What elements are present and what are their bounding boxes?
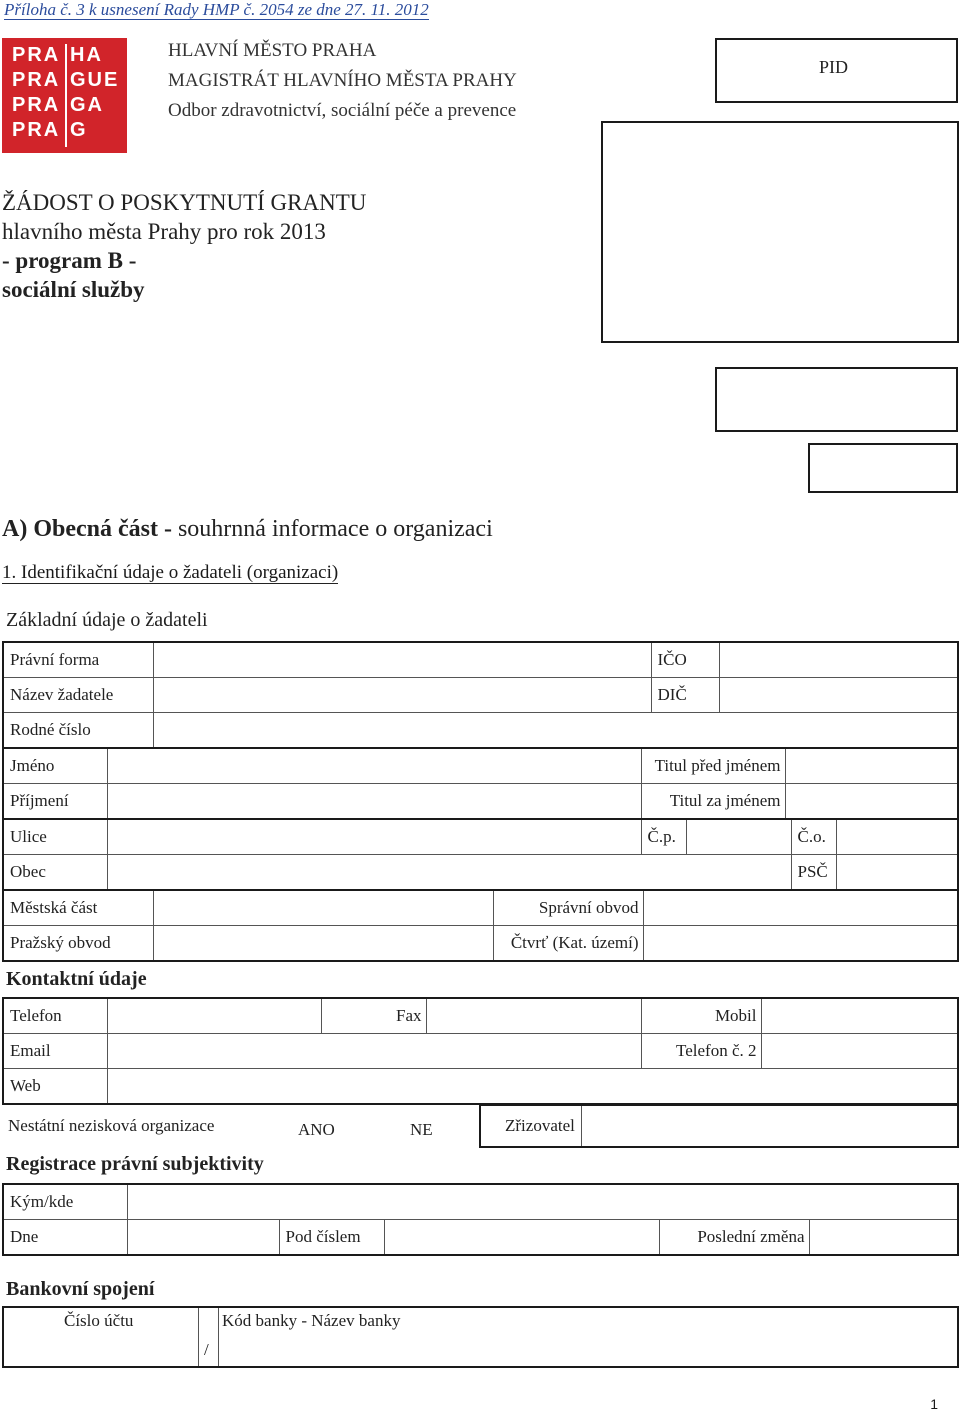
- pid-label: PID: [819, 57, 849, 77]
- label-nazev: Název žadatele: [3, 678, 153, 713]
- field-ctvrt[interactable]: [643, 926, 958, 962]
- label-dne: Dne: [3, 1220, 127, 1256]
- field-co[interactable]: [836, 819, 958, 855]
- field-obec[interactable]: [107, 855, 791, 891]
- field-pravni-forma[interactable]: [153, 642, 651, 678]
- field-prijmeni[interactable]: [107, 784, 641, 820]
- label-psc: PSČ: [791, 855, 836, 891]
- option-ano[interactable]: ANO: [298, 1120, 335, 1139]
- field-spravni-obvod[interactable]: [643, 890, 958, 926]
- label-dic: DIČ: [651, 678, 719, 713]
- field-mestska-cast[interactable]: [153, 890, 493, 926]
- field-cislo-uctu[interactable]: [8, 1336, 194, 1364]
- label-mestska-cast: Městská část: [3, 890, 153, 926]
- field-zrizovatel[interactable]: [581, 1106, 958, 1146]
- label-posledni-zmena: Poslední změna: [659, 1220, 809, 1256]
- field-fax[interactable]: [426, 998, 641, 1034]
- contact-heading: Kontaktní údaje: [6, 968, 147, 990]
- form-title: ŽÁDOST O POSKYTNUTÍ GRANTU: [2, 190, 367, 215]
- field-telefon2[interactable]: [761, 1034, 958, 1069]
- field-pod-cislem[interactable]: [384, 1220, 659, 1256]
- field-titul-pred[interactable]: [785, 748, 958, 784]
- pid-box[interactable]: [715, 38, 958, 103]
- label-titul-za: Titul za jménem: [641, 784, 785, 820]
- field-web[interactable]: [107, 1069, 958, 1105]
- label-ico: IČO: [651, 642, 719, 678]
- logo-col-left: PRA PRA PRA PRA: [12, 44, 61, 141]
- bank-heading: Bankovní spojení: [6, 1278, 155, 1300]
- registration-heading: Registrace právní subjektivity: [6, 1153, 264, 1175]
- section-1-heading: 1. Identifikační údaje o žadateli (organizaci): [2, 562, 339, 583]
- district-table: [2, 889, 959, 962]
- form-subtitle: hlavního města Prahy pro rok 2013: [2, 219, 326, 244]
- program-name: sociální služby: [2, 277, 145, 302]
- zrizovatel-box: [479, 1104, 959, 1148]
- label-pravni-forma: Právní forma: [3, 642, 153, 678]
- field-jmeno[interactable]: [107, 748, 641, 784]
- section-a-heading: A) Obecná část - souhrnná informace o organizaci: [2, 516, 493, 542]
- page-number: 1: [930, 1396, 938, 1412]
- label-nno: Nestátní nezisková organizace: [8, 1116, 215, 1135]
- address-table: [2, 818, 959, 891]
- field-dne[interactable]: [127, 1220, 279, 1256]
- program-label: - program B -: [2, 248, 137, 273]
- label-titul-pred: Titul před jménem: [641, 748, 785, 784]
- label-mobil: Mobil: [641, 998, 761, 1034]
- field-nazev[interactable]: [153, 678, 651, 713]
- small-code-box[interactable]: [808, 443, 958, 493]
- institution-line-3: Odbor zdravotnictví, sociální péče a prevence: [168, 100, 517, 121]
- registration-table: [2, 1183, 959, 1256]
- label-rodne-cislo: Rodné číslo: [3, 713, 153, 749]
- label-obec: Obec: [3, 855, 107, 891]
- bank-divider-2: [218, 1308, 219, 1366]
- bank-divider: [198, 1308, 199, 1366]
- resolution-note: Příloha č. 3 k usnesení Rady HMP č. 2054 ze dne 27. 11. 2012: [4, 0, 429, 19]
- bank-box: [2, 1306, 959, 1368]
- field-dic[interactable]: [719, 678, 958, 713]
- label-prijmeni: Příjmení: [3, 784, 107, 820]
- basic-data-table: [2, 641, 959, 749]
- label-email: Email: [3, 1034, 107, 1069]
- label-ulice: Ulice: [3, 819, 107, 855]
- field-mobil[interactable]: [761, 998, 958, 1034]
- field-rodne-cislo[interactable]: [153, 713, 958, 749]
- label-kod-banky: Kód banky - Název banky: [222, 1311, 401, 1330]
- option-ne[interactable]: NE: [410, 1120, 433, 1139]
- account-slash: /: [204, 1340, 209, 1359]
- label-telefon: Telefon: [3, 998, 107, 1034]
- institution-line-1: HLAVNÍ MĚSTO PRAHA: [168, 40, 377, 61]
- field-kod-banky[interactable]: [222, 1336, 957, 1364]
- field-email[interactable]: [107, 1034, 641, 1069]
- label-telefon2: Telefon č. 2: [641, 1034, 761, 1069]
- label-pod-cislem: Pod číslem: [279, 1220, 384, 1256]
- field-telefon[interactable]: [107, 998, 321, 1034]
- label-prazsky-obvod: Pražský obvod: [3, 926, 153, 962]
- field-kym-kde[interactable]: [127, 1184, 958, 1220]
- field-cp[interactable]: [686, 819, 791, 855]
- logo-divider: [65, 44, 67, 147]
- field-titul-za[interactable]: [785, 784, 958, 820]
- field-psc[interactable]: [836, 855, 958, 891]
- label-zrizovatel: Zřizovatel: [505, 1116, 575, 1135]
- field-ico[interactable]: [719, 642, 958, 678]
- prague-logo: [2, 38, 127, 153]
- label-spravni-obvod: Správní obvod: [493, 890, 643, 926]
- label-fax: Fax: [321, 998, 426, 1034]
- label-kym-kde: Kým/kde: [3, 1184, 127, 1220]
- label-ctvrt: Čtvrť (Kat. území): [493, 926, 643, 962]
- institution-line-2: MAGISTRÁT HLAVNÍHO MĚSTA PRAHY: [168, 70, 517, 91]
- label-co: Č.o.: [791, 819, 836, 855]
- contact-table: [2, 997, 959, 1105]
- label-web: Web: [3, 1069, 107, 1105]
- label-cp: Č.p.: [641, 819, 686, 855]
- logo-col-right: HA GUE GA G: [70, 44, 120, 141]
- field-posledni-zmena[interactable]: [809, 1220, 958, 1256]
- label-cislo-uctu: Číslo účtu: [64, 1311, 134, 1330]
- field-ulice[interactable]: [107, 819, 641, 855]
- person-table: [2, 747, 959, 820]
- reg-number-box[interactable]: [715, 367, 958, 432]
- stamp-box[interactable]: [601, 121, 959, 343]
- label-jmeno: Jméno: [3, 748, 107, 784]
- field-prazsky-obvod[interactable]: [153, 926, 493, 962]
- basic-data-heading: Základní údaje o žadateli: [6, 609, 208, 631]
